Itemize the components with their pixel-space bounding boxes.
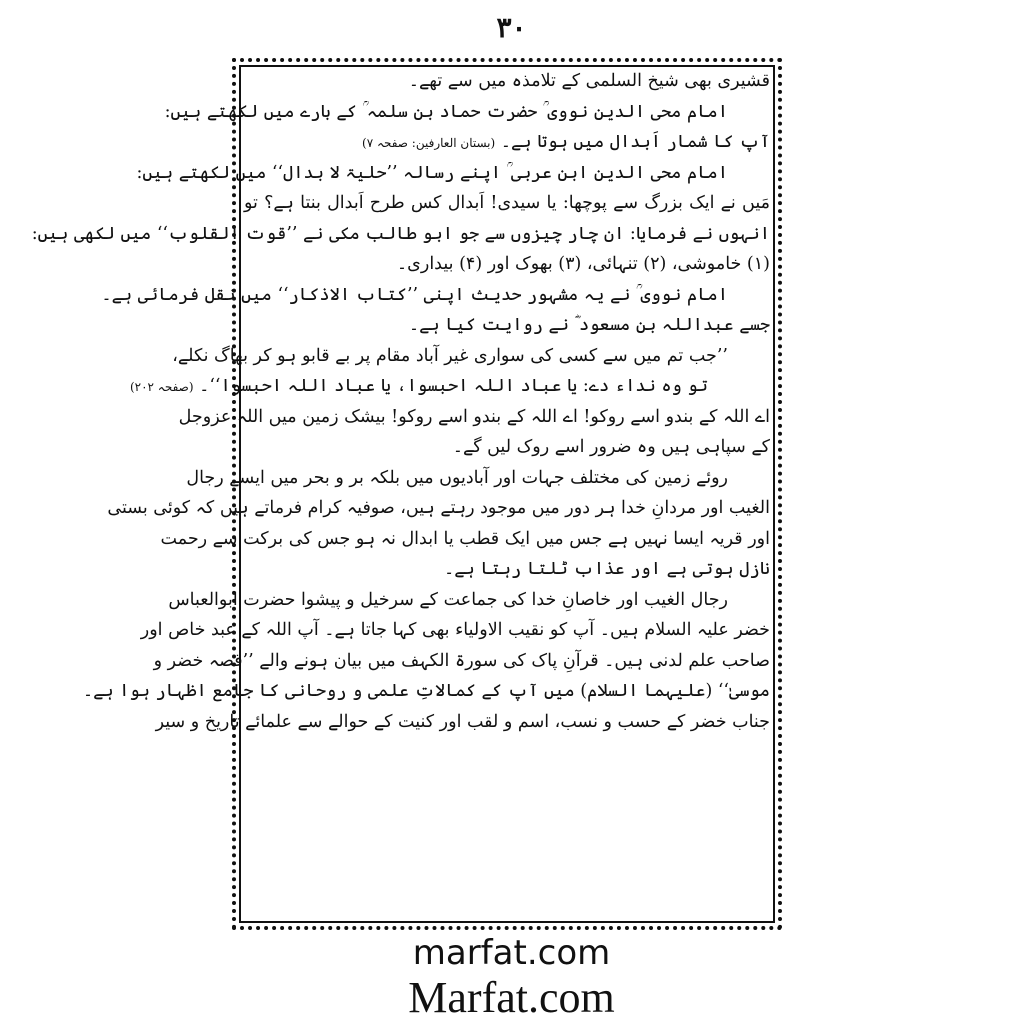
- text-line: [153, 646, 770, 677]
- text-line: [244, 432, 770, 463]
- text-line: [107, 493, 770, 524]
- text-line: [31, 219, 770, 250]
- text-line: [178, 402, 770, 433]
- text-line: [244, 249, 770, 280]
- line-text: اور قریہ ایسا نہیں ہے جس میں ایک قطب یا ابدال نہ ہو جس کی برکت سے رحمت: [160, 528, 770, 549]
- line-text: صاحب علم لدنی ہیں۔ قرآنِ پاک کی سورۃ الکہف میں بیان ہونے والے ’’قصہ خضر و: [153, 650, 770, 671]
- citation: (صفحہ ۲۰۲): [129, 380, 194, 394]
- text-line: [155, 707, 770, 738]
- line-text: قشیری بھی شیخ السلمی کے تلامذہ میں سے تھے۔: [408, 71, 770, 91]
- line-text: جسے عبداللہ بن مسعود ؓ نے روایت کیا ہے۔: [408, 315, 770, 335]
- text-line: [168, 585, 770, 616]
- line-text: روئے زمین کی مختلف جہات اور آبادیوں میں بلکہ بر و بحر میں ایسے رجال: [186, 467, 728, 488]
- text-line: [129, 371, 770, 402]
- line-text: آپ کا شمار اَبدال میں ہوتا ہے۔: [500, 132, 770, 152]
- line-text: موسیٰ‘‘ (علیہما السلام) میں آپ کے کمالاتِ علمی و روحانی کا جامع اظہار ہوا ہے۔: [82, 681, 770, 701]
- text-line: [244, 310, 770, 341]
- line-text: نازل ہوتی ہے اور عذاب ٹلتا رہتا ہے۔: [443, 559, 770, 579]
- text-line: [140, 615, 770, 646]
- line-text: مَیں نے ایک بزرگ سے پوچھا: یا سیدی! اَبدال کس طرح اَبدال بنتا ہے؟ تو: [244, 193, 770, 213]
- line-text: خضر علیہ السلام ہیں۔ آپ کو نقیب الاولیاء بھی کہا جاتا ہے۔ آپ اللہ کے عبد خاص اور: [140, 620, 770, 640]
- line-text: ’’جب تم میں سے کسی کی سواری غیر آباد مقام پر بے قابو ہو کر بھاگ نکلے،: [172, 345, 728, 366]
- text-line: [136, 158, 770, 189]
- line-text: امام نووی ؒ نے یہ مشہور حدیث اپنی ’’کتاب الاذکار‘‘ میں نقل فرمائی ہے۔: [101, 284, 728, 305]
- line-text: انہوں نے فرمایا: ان چار چیزوں سے جو ابو طالب مکی نے ’’قوت القلوب‘‘ میں لکھی ہیں:: [31, 223, 770, 244]
- text-line: [186, 463, 770, 494]
- page-text-body: [31, 66, 770, 922]
- text-line: [172, 341, 770, 372]
- watermark-large: Marfat.com: [408, 973, 615, 1022]
- line-text: الغیب اور مردانِ خدا ہر دور میں موجود رہتے ہیں، صوفیہ کرام فرماتے ہیں کہ کوئی بستی: [107, 498, 770, 518]
- line-text: کے سپاہی ہیں وہ ضرور اسے روک لیں گے۔: [452, 437, 770, 457]
- text-line: [160, 524, 770, 555]
- line-text: تو وہ نداء دے: یا عباد اللہ احبسوا، یا عباد اللہ احبسوا‘‘۔: [199, 376, 708, 396]
- text-line: [244, 127, 770, 158]
- line-text: (۱) خاموشی، (۲) تنہائی، (۳) بھوک اور (۴) بیداری۔: [396, 254, 770, 274]
- text-line: [164, 97, 770, 128]
- line-text: امام محی الدین ابن عربی ؒ اپنے رسالہ ’’حلیۃ لا بدال‘‘ میں لکھتے ہیں:: [136, 162, 728, 183]
- line-text: رجال الغیب اور خاصانِ خدا کی جماعت کے سرخیل و پیشوا حضرت ابوالعباس: [168, 589, 728, 610]
- watermark-small: marfat.com: [412, 933, 611, 973]
- line-text: جناب خضر کے حسب و نسب، اسم و لقب اور کنیت کے حوالے سے علمائے تاریخ و سیر: [155, 711, 770, 732]
- line-text: اے اللہ کے بندو اسے روکو! اے اللہ کے بندو اسے روکو! بیشک زمین میں اللہ عزوجل: [178, 406, 770, 427]
- text-line: [244, 66, 770, 97]
- text-line: [244, 188, 770, 219]
- page-number: ۳۰: [496, 11, 527, 44]
- citation: (بستان العارفین: صفحہ ۷): [362, 136, 496, 150]
- line-text: امام محی الدین نووی ؒ حضرت حماد بن سلمہ ؒ کے بارے میں لکھتے ہیں:: [164, 101, 728, 122]
- text-line: [101, 280, 770, 311]
- text-line: [82, 676, 770, 707]
- text-line: [244, 554, 770, 585]
